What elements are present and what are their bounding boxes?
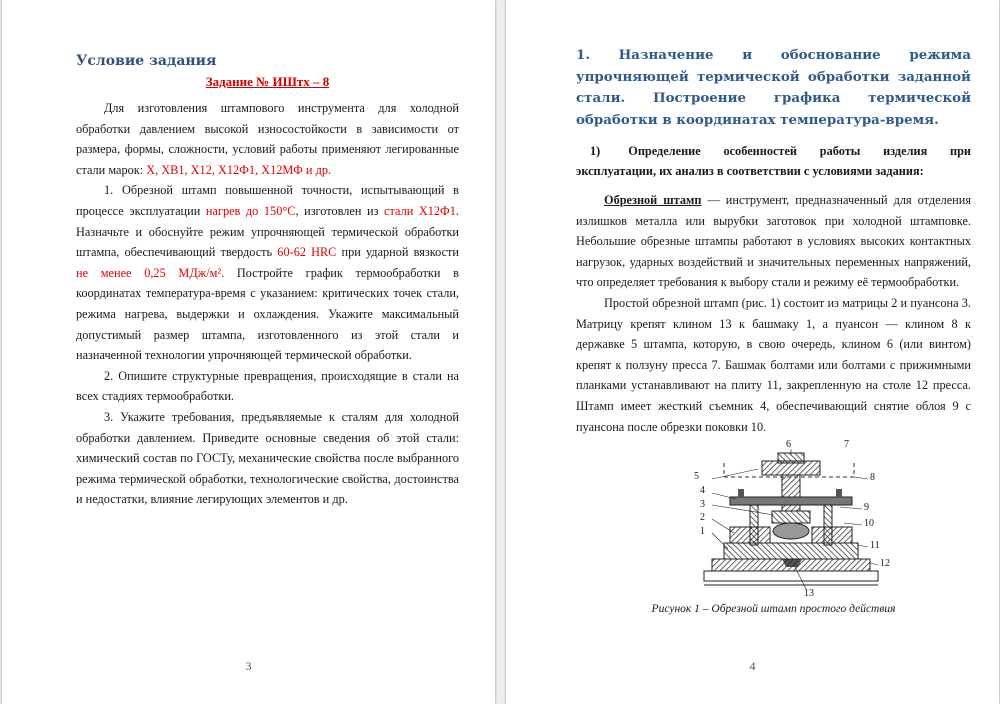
steel-grade: стали Х12Ф1 [384,203,456,218]
term-stamp: Обрезной штамп [604,193,702,207]
figure-label-13: 13 [804,588,814,600]
document-page-4 [506,0,999,704]
section-title: Условие задания [76,53,217,69]
task-heading: Задание № ИШтх – 8 [205,74,330,89]
page-number: 4 [749,659,756,673]
hardness-value: 60-62 HRC [277,245,337,260]
figure-label-9: 9 [864,502,869,514]
figure-label-7: 7 [844,439,849,451]
figure-label-4: 4 [700,485,705,497]
figure-label-5: 5 [694,471,699,483]
figure-label-10: 10 [864,518,874,530]
trimming-die-diagram [694,449,914,599]
heat-condition: нагрев до 150°С [205,203,296,218]
subsection-heading: 1) Определение особенностей работы изделия при эксплуатации, их анализ в соответствии с условиями задания: [576,144,971,178]
figure-label-12: 12 [880,558,890,570]
task-paragraph-intro: Для изготовления штампового инструмента для холодной обработки давлением высокой износостойкости в зависимости от размера, формы, сложности, условий работы применяют легированные стали марок: Х, ХВ1, Х12, Х12Ф1, Х12МФ и др. [76,101,459,177]
page-number: 3 [245,659,252,673]
figure-label-3: 3 [700,499,705,511]
toughness-value: не менее 0,25 МДж/м² [76,265,222,280]
chapter-title: 1. Назначение и обоснование режима упрочняющей термической обработки заданной стали. Построение графика термической обработки в координатах температура-время. [576,47,971,128]
figure-label-8: 8 [870,472,875,484]
steel-grades: Х, ХВ1, Х12, Х12Ф1, Х12МФ и др. [146,162,332,177]
task-paragraph-1: 1. Обрезной штамп повышенной точности, испытывающий в процессе эксплуатации нагрев до 150°С, изготовлен из стали Х12Ф1. Назначьте и обоснуйте режим упрочняющей термической обработки штампа, обеспечивающий твердость 60-62 HRC при ударной вязкости не менее 0,25 МДж/м². Постройте график термообработки в координатах температура-время с указанием: критических точек стали, режима нагрева, выдержки и охлаждения. Укажите максимальный допустимый размер штампа, изготовленного из этой стали и назначенной технологии упрочняющей термической обработки. [76,183,459,363]
figure-caption: Рисунок 1 – Обрезной штамп простого действия [651,603,896,616]
task-paragraph-3: 3. Укажите требования, предъявляемые к сталям для холодной обработки давлением. Приведите основные сведения об этой стали: химический состав по ГОСТу, механические свойства после выбранного режима термической обработки, технологические свойства, достоинства и недостатки, влияние легирующих элементов и др. [76,409,459,507]
figure-trimming-die [694,439,914,600]
paragraph-definition: Обрезной штамп — инструмент, предназначенный для отделения излишков металла или вырубки заготовок при холодной штамповке. Небольшие обрезные штампы работают в условиях высоких контактных нагрузок, ударных воздействий и значительных переменных напряжений, что определяет требования к выбору стали и режиму её термообработки. [576,193,972,290]
figure-label-6: 6 [786,439,791,451]
figure-label-1: 1 [700,526,705,538]
figure-label-2: 2 [700,512,705,524]
document-page-3 [2,0,495,704]
paragraph-construction: Простой обрезной штамп (рис. 1) состоит из матрицы 2 и пуансона 3. Матрицу крепят клином 13 к башмаку 1, а пуансон — клином 8 к державке 5 штампа, которую, в свою очередь, клином 6 (или винтом) крепят к ползуну пресса 7. Башмак болтами или болтами с прижимными планками устанавливают на плиту 11, закрепленную на столе 12 пресса. Штамп имеет жесткий съемник 4, обеспечивающий снятие облоя 9 с пуансона после обрезки поковки 10. [576,295,971,434]
task-paragraph-2: 2. Опишите структурные превращения, происходящие в стали на всех стадиях термообработки. [76,368,459,404]
figure-label-11: 11 [870,540,880,552]
